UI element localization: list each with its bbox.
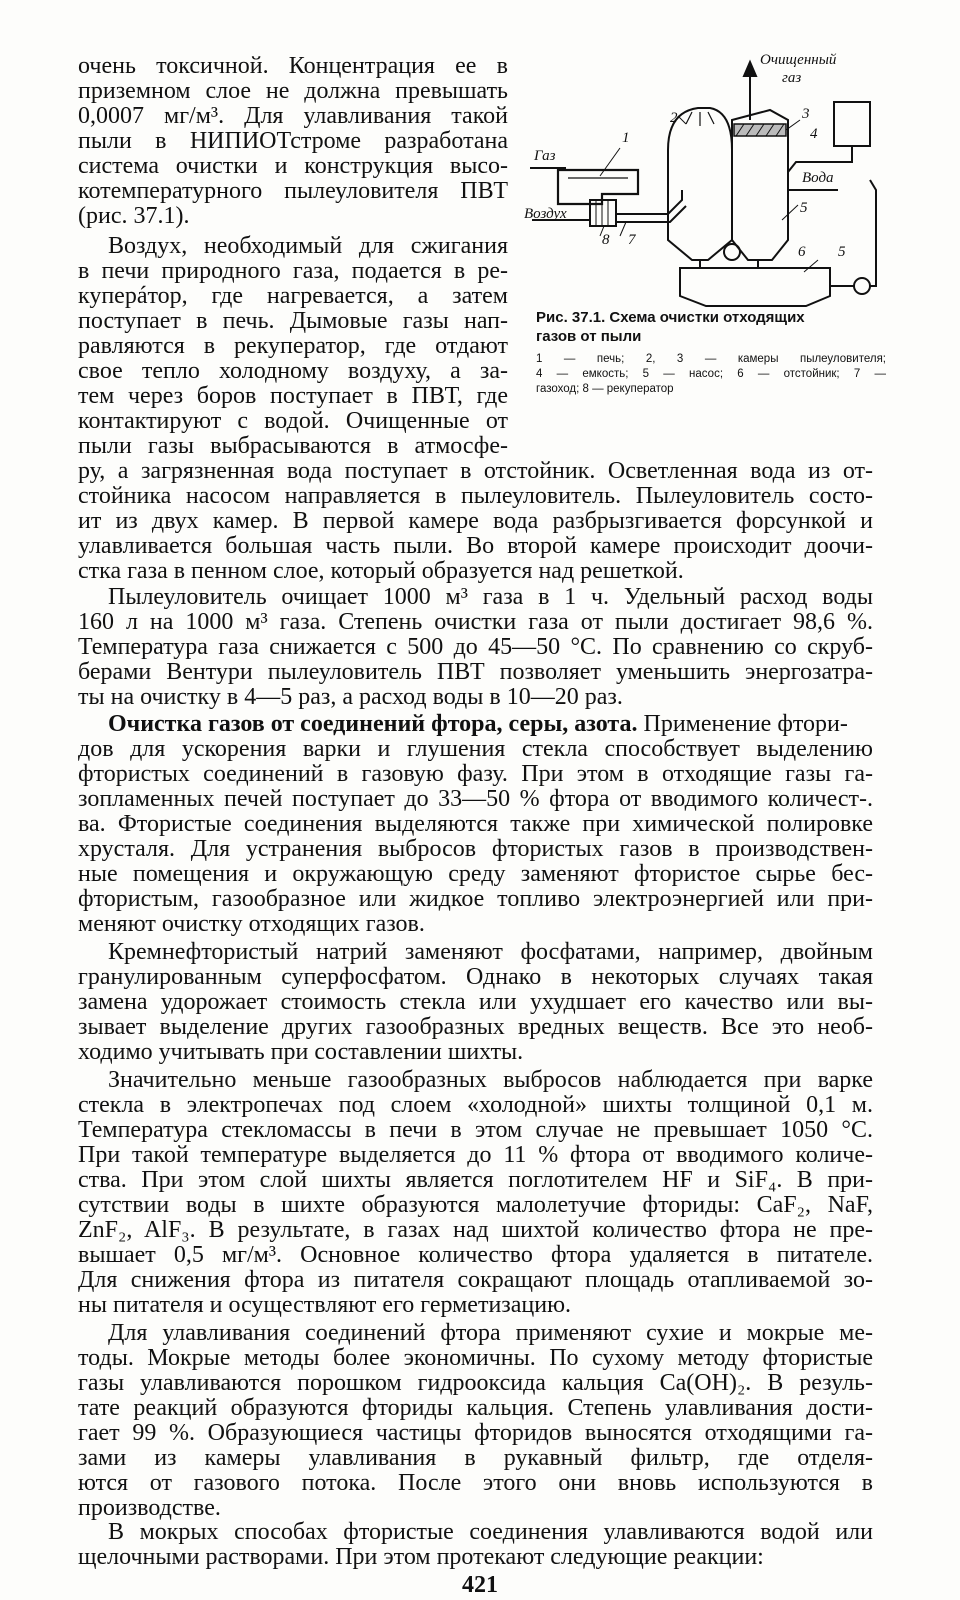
paragraph-first-line: Для улавливания соединений фтора применяют сухие и мокрые ме-: [108, 1320, 873, 1346]
text-line: зопламенных печей поступает до 33—50 % фтора от вводимого количест-.: [78, 786, 873, 812]
text-line: 0,0007 мг/м³. Для улавливания такой: [78, 103, 508, 129]
label-air-inlet: Воздух: [524, 206, 567, 222]
label-n5a: 5: [800, 200, 808, 216]
paragraph-first-line: Воздух, необходимый для сжигания: [108, 233, 508, 259]
text-line: Для снижения фтора из питателя сокращают площадь отапливаемой зо-: [78, 1267, 873, 1293]
text-line: берами Вентури пылеуловитель ПВТ позволяет уменьшить энергозатра-: [78, 659, 873, 685]
label-n7: 7: [628, 232, 636, 248]
text-line: 160 л на 1000 м³ газа. Степень очистки газа от пыли достигает 98,6 %.: [78, 609, 873, 635]
text-line: стойника насосом направляется в пылеуловитель. Пылеуловитель состо-: [78, 483, 873, 509]
label-clean-gas-2: газ: [782, 70, 802, 86]
text-line: пыли газы выбрасываются в атмосфе-: [78, 433, 508, 459]
figure-caption-title: Рис. 37.1. Схема очистки отходящих: [536, 309, 805, 326]
text-line: ются от газового потока. После этого они вновь используются в: [78, 1470, 873, 1496]
label-water-inlet: Вода: [802, 170, 834, 186]
text-line: меняют очистку отходящих газов.: [78, 911, 425, 937]
text-line: котемпературного пылеуловителя ПВТ: [78, 178, 508, 204]
text-run: Применение фтори-: [637, 711, 848, 737]
text-line: газы улавливаются порошком гидрооксида кальция Са(ОН)₂. В резуль-: [78, 1370, 873, 1396]
text-line: стекла в электропечах под слоем «холодной» шихты толщиной 0,1 м.: [78, 1092, 873, 1118]
text-line: Температура газа снижается с 500 до 45—50 °С. По сравнению со скруб-: [78, 634, 873, 660]
text-line: хрусталя. Для устранения выбросов фтористых газов в производствен-: [78, 836, 873, 862]
text-line: ру, а загрязненная вода поступает в отстойник. Осветленная вода из от-: [78, 458, 873, 484]
figure-37-1-diagram: [520, 50, 900, 310]
text-line: замена удорожает стоимость стекла или ухудшает его качество или вы-: [78, 989, 873, 1015]
text-line: ны питателя и осуществляют его герметизацию.: [78, 1292, 572, 1318]
text-line: зывает выделение других газообразных вредных веществ. Все это необ-: [78, 1014, 873, 1040]
paragraph-first-line: Значительно меньше газообразных выбросов наблюдается при варке: [108, 1067, 873, 1093]
label-n8: 8: [602, 232, 610, 248]
figure-legend: 1 — печь; 2, 3 — камеры пылеуловителя;: [536, 353, 886, 365]
text-line: ит из двух камер. В первой камере вода разбрызгивается форсункой и: [78, 508, 873, 534]
text-line: очень токсичной. Концентрация ее в: [78, 53, 508, 79]
label-n2: 2: [670, 110, 678, 126]
figure-caption-title: газов от пыли: [536, 328, 642, 345]
text-line: тате реакций образуются фториды кальция. Степень улавливания дости-: [78, 1395, 873, 1421]
text-line: (рис. 37.1).: [78, 203, 190, 229]
text-line: система очистки и конструкция высо-: [78, 153, 508, 179]
text-line: гает 99 %. Образующиеся частицы фторидов выносятся отходящими га-: [78, 1420, 873, 1446]
label-n4: 4: [810, 126, 818, 142]
text-line: контактируют с водой. Очищенные от: [78, 408, 508, 434]
text-line: стка газа в пенном слое, который образуется над решеткой.: [78, 558, 684, 584]
text-line: ходимо учитывать при составлении шихты.: [78, 1039, 524, 1065]
text-line: свое тепло холодному воздуху, а за-: [78, 358, 508, 384]
section-paragraph-first-line: [78, 710, 873, 738]
figure-legend: газоход; 8 — рекуператор: [536, 383, 674, 395]
text-line: улавливается большая часть пыли. Во второй камере происходит доочи-: [78, 533, 873, 559]
text-line: ZnF₂, AlF₃. В результате, в газах над шихтой количество фтора не пре-: [78, 1217, 873, 1243]
text-line: ные помещения и окружающую среду заменяют фтористое сырье бес-: [78, 861, 873, 887]
label-n1: 1: [622, 130, 630, 146]
text-line: производстве.: [78, 1495, 221, 1521]
text-line: зами из камеры улавливания в рукавный фильтр, где отделя-: [78, 1445, 873, 1471]
text-line: куперáтор, где нагревается, а затем: [78, 283, 508, 309]
text-line: При такой температуре выделяется до 11 % фтора от вводимого количе-: [78, 1142, 873, 1168]
text-line: тем через боров поступает в ПВТ, где: [78, 383, 508, 409]
text-line: вышает 0,5 мг/м³. Основное количество фтора удаляется в питателе.: [78, 1242, 873, 1268]
paragraph-first-line: Пылеуловитель очищает 1000 м³ газа в 1 ч. Удельный расход воды: [108, 584, 873, 610]
text-line: ва. Фтористые соединения выделяются также при химической полировке: [78, 811, 873, 837]
text-line: фтористых соединений в газовую фазу. При этом в отходящие газы га-: [78, 761, 873, 787]
section-heading: Очистка газов от соединений фтора, серы, азота.: [108, 711, 638, 737]
text-line: ты на очистку в 4—5 раз, а расход воды в 10—20 раз.: [78, 684, 623, 710]
text-line: в печи природного газа, подается в ре-: [78, 258, 508, 284]
text-line: фтористым, газообразное или жидкое топливо электроэнергией или при-: [78, 886, 873, 912]
text-line: ства. При этом слой шихты является поглотителем HF и SiF₄. В при-: [78, 1167, 873, 1193]
label-n6: 6: [798, 244, 806, 260]
text-line: тоды. Мокрые методы более экономичны. По сухому методу фтористые: [78, 1345, 873, 1371]
figure-legend: 4 — емкость; 5 — насос; 6 — отстойник; 7 —: [536, 368, 886, 380]
text-line: равляются в рекуператор, где отдают: [78, 333, 508, 359]
text-line: Температура стекломассы в печи в этом случае не превышает 1050 °С.: [78, 1117, 873, 1143]
text-line: гранулированным суперфосфатом. Однако в некоторых случаях такая: [78, 964, 873, 990]
text-line: поступает в печь. Дымовые газы нап-: [78, 308, 508, 334]
label-clean-gas: Очищенный: [760, 52, 837, 68]
text-line: пыли в НИПИОТстроме разработана: [78, 128, 508, 154]
text-line: щелочными растворами. При этом протекают следующие реакции:: [78, 1544, 764, 1570]
label-gas-inlet: Газ: [534, 148, 556, 164]
text-line: дов для ускорения варки и глушения стекла способствует выделению: [78, 736, 873, 762]
text-line: приземном слое не должна превышать: [78, 78, 508, 104]
paragraph-first-line: Кремнефтористый натрий заменяют фосфатами, например, двойным: [108, 939, 873, 965]
paragraph-first-line: В мокрых способах фтористые соединения улавливаются водой или: [108, 1519, 873, 1545]
label-n5b: 5: [838, 244, 846, 260]
text-line: сутствии воды в шихте образуются малолетучие фториды: CaF₂, NaF,: [78, 1192, 873, 1218]
label-n3: 3: [802, 106, 810, 122]
page-number: 421: [462, 1572, 498, 1598]
